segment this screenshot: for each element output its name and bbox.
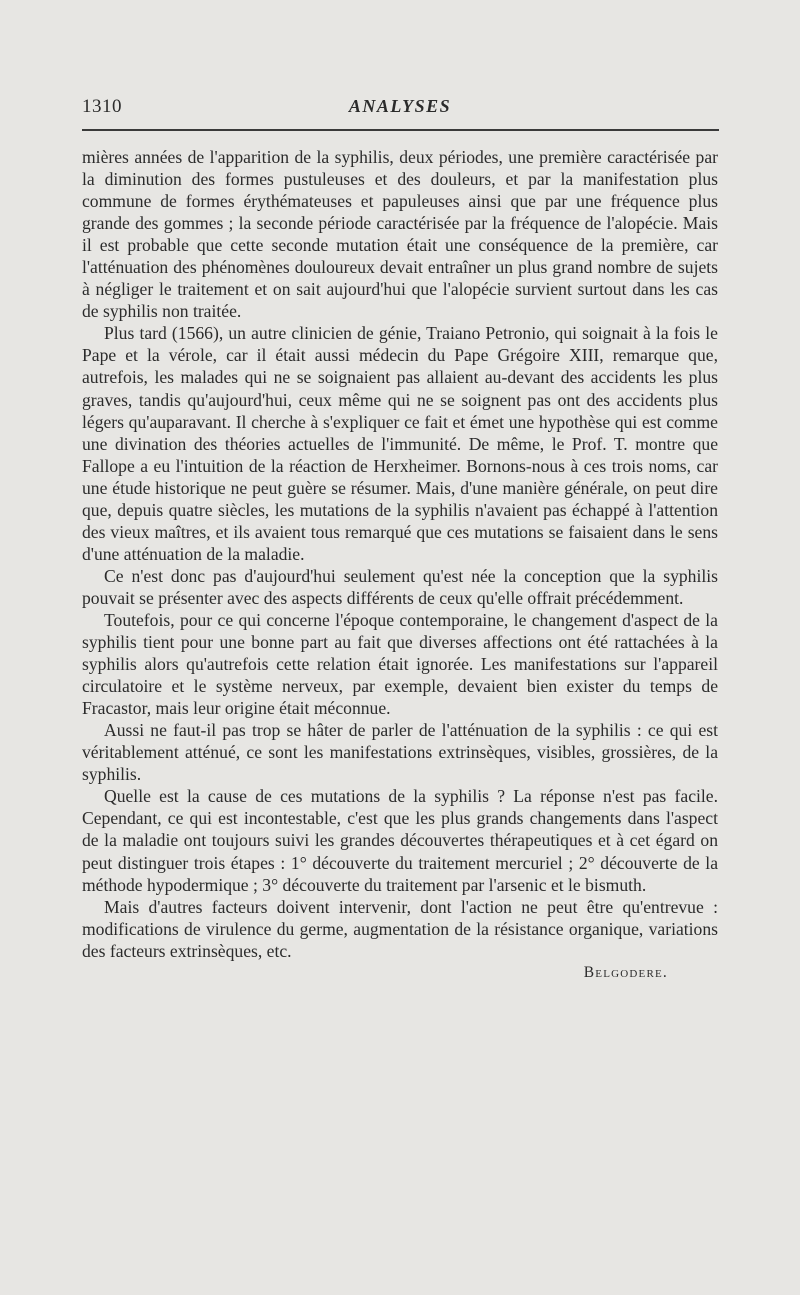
page-header <box>82 96 718 126</box>
paragraph-4: Toutefois, pour ce qui concerne l'époque contemporaine, le changement d'aspect de la syphilis tient pour une bonne part au fait que diverses affections ont été rattachées à la syphilis alors qu'autrefois cette relation était ignorée. Les manifestations sur l'appareil circulatoire et le système nerveux, par exemple, devaient bien exister du temps de Fracastor, mais leur origine était méconnue. <box>82 609 718 719</box>
paragraph-5: Aussi ne faut-il pas trop se hâter de parler de l'atténuation de la syphilis : ce qui est véritablement atténué, ce sont les manifestations extrinsèques, visibles, grossières, de la syphilis. <box>82 720 718 785</box>
page-number: 1310 <box>82 96 122 117</box>
running-title: ANALYSES <box>348 96 452 116</box>
paragraph-3: Ce n'est donc pas d'aujourd'hui seulement qu'est née la conception que la syphilis pouvait se présenter avec des aspects différents de ceux qu'elle offrait précédemment. <box>82 565 718 608</box>
paragraph-2: Plus tard (1566), un autre clinicien de génie, Traiano Petronio, qui soignait à la fois le Pape et la vérole, car il était aussi médecin du Pape Grégoire XIII, remarque que, autrefois, les malades qui ne se soignaient pas allaient au-devant des accidents les plus graves, tandis qu'aujourd'hui, ceux même qui ne se soignent pas ont des accidents plus légers qu'auparavant. Il cherche à s'expliquer ce fait et émet une hypothèse qui est comme une divination des théories actuelles de l'immunité. De même, le Prof. T. montre que Fallope a eu l'intuition de la réaction de Herxheimer. Bornons-nous à ces trois noms, car une étude historique ne peut guère se résumer. Mais, d'une manière générale, on peut dire que, depuis quatre siècles, les mutations de la syphilis n'avaient pas échappé à l'attention des vieux maîtres, et ils avaient tous remarqué que ces mutations se faisaient dans le sens d'une atténuation de la maladie. <box>82 323 718 564</box>
paragraph-1: mières années de l'apparition de la syphilis, deux périodes, une première caractérisée par la diminution des formes pustuleuses et des douleurs, et par la manifestation plus commune de formes érythémateuses et papuleuses ainsi que par une fréquence plus grande des gommes ; la seconde période caractérisée par la fréquence de l'alopécie. Mais il est probable que cette seconde mutation était une conséquence de la première, car l'atténuation des phénomènes douloureux devait entraîner un plus grand nombre de sujets à négliger le traitement et on sait aujourd'hui que l'alopécie survient surtout dans les cas de syphilis non traitée. <box>82 147 718 322</box>
paragraph-7: Mais d'autres facteurs doivent intervenir, dont l'action ne peut être qu'entrevue : modifications de virulence du germe, augmentation de la résistance organique, variations des facteurs extrinsèques, etc. <box>82 896 718 961</box>
author-signature: Belgodere. <box>583 963 668 981</box>
paragraph-6: Quelle est la cause de ces mutations de la syphilis ? La réponse n'est pas facile. Cependant, ce qui est incontestable, c'est que les plus grands changements dans l'aspect de la maladie ont toujours suivi les grandes découvertes thérapeutiques et à cet égard on peut distinguer trois étapes : 1° découverte du traitement mercuriel ; 2° découverte de la méthode hypodermique ; 3° découverte du traitement par l'arsenic et le bismuth. <box>82 786 718 895</box>
article-body <box>82 146 718 984</box>
header-rule <box>82 129 719 131</box>
